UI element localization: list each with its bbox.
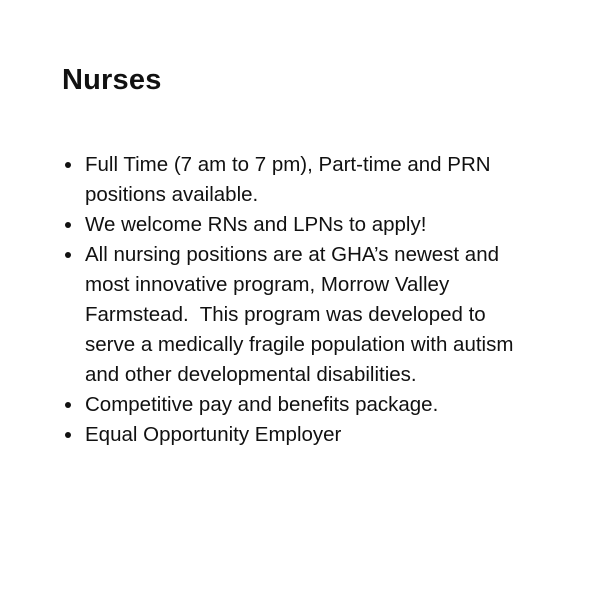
list-item — [62, 390, 540, 420]
list-item — [62, 240, 540, 390]
bullet-icon — [65, 162, 71, 168]
list-item-text: Competitive pay and benefits package. — [85, 393, 439, 416]
list-item-text: All nursing positions are at GHA’s newest and most innovative program, Morrow Valley Farmstead. This program was developed to serve a medically fragile population with autism and other developmental disabilities. — [85, 243, 520, 386]
bullet-icon — [65, 402, 71, 408]
page-title: Nurses — [62, 64, 162, 96]
list-item-text: Full Time (7 am to 7 pm), Part-time and PRN positions available. — [85, 153, 497, 206]
list-item — [62, 420, 540, 450]
list-item-text: We welcome RNs and LPNs to apply! — [85, 213, 427, 236]
list-item — [62, 150, 540, 210]
list-item — [62, 210, 540, 240]
benefits-list — [62, 150, 540, 450]
bullet-icon — [65, 432, 71, 438]
bullet-icon — [65, 222, 71, 228]
bullet-icon — [65, 252, 71, 258]
list-item-text: Equal Opportunity Employer — [85, 423, 342, 446]
